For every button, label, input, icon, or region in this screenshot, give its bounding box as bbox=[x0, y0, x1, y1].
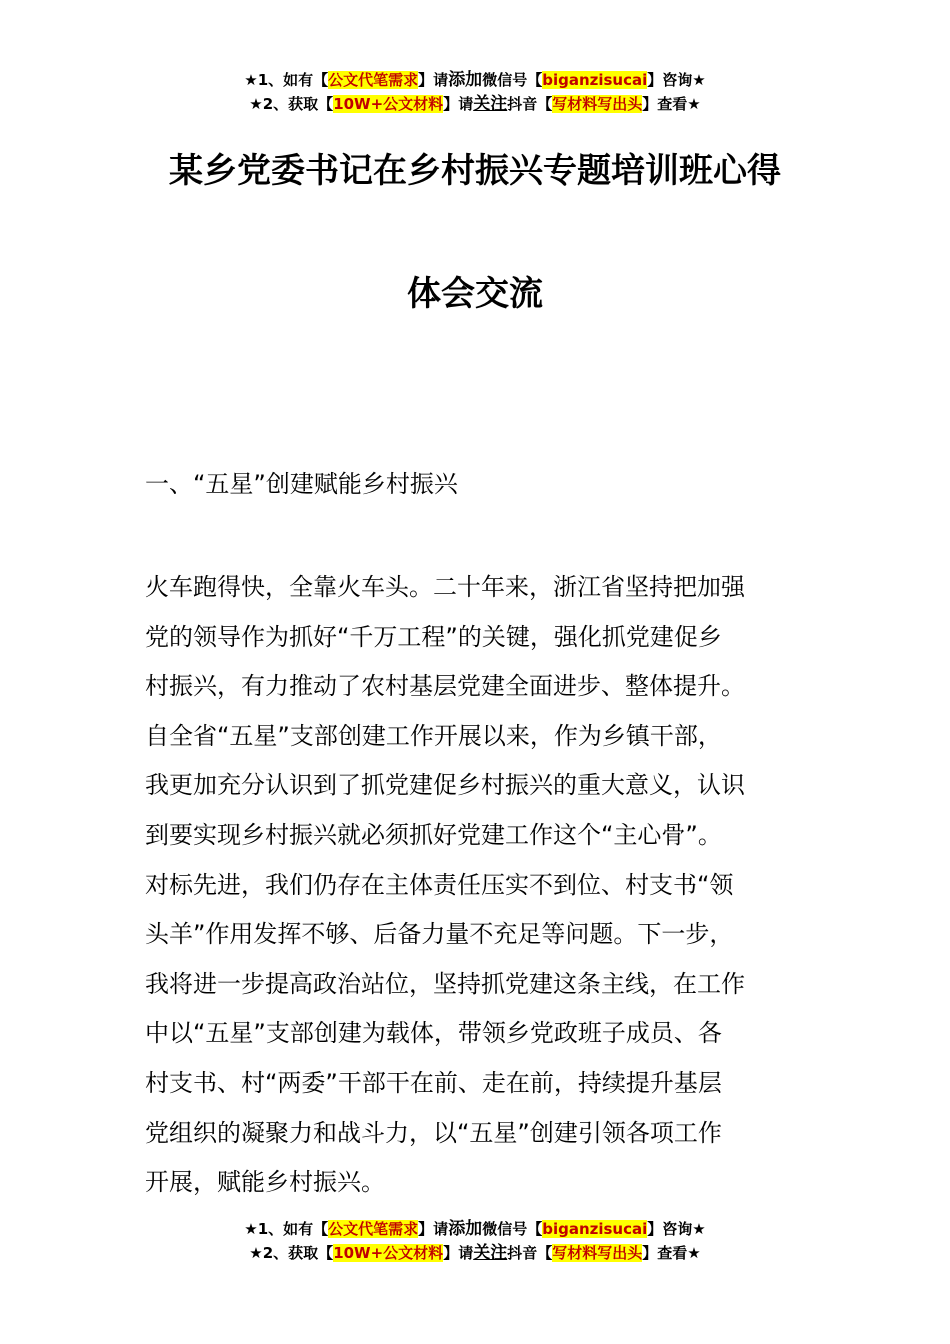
header-banner bbox=[0, 68, 950, 116]
body-paragraph bbox=[145, 563, 810, 1208]
banner-line-2 bbox=[0, 92, 950, 116]
banner-emphasis: 关注 bbox=[473, 94, 508, 114]
banner-text: 抖音【 bbox=[507, 95, 553, 113]
banner-text: ★2、获取【 bbox=[249, 1244, 334, 1262]
paragraph-line: 火车跑得快，全靠火车头。二十年来，浙江省坚持把加强 bbox=[145, 573, 745, 601]
paragraph-line: 头羊”作用发挥不够、后备力量不充足等问题。下一步， bbox=[145, 920, 734, 949]
banner-text: 】咨询★ bbox=[647, 71, 706, 89]
banner-text: 】查看★ bbox=[642, 1244, 701, 1262]
banner-text: ★1、如有【 bbox=[244, 1220, 329, 1238]
banner-text: 】查看★ bbox=[642, 95, 701, 113]
paragraph-line: 村支书、村“两委”干部干在前、走在前，持续提升基层 bbox=[145, 1068, 722, 1097]
paragraph-line: 到要实现乡村振兴就必须抓好党建工作这个“主心骨”。 bbox=[145, 820, 722, 849]
banner-line-2 bbox=[0, 1241, 950, 1265]
paragraph-line: 党组织的凝聚力和战斗力，以“五星”创建引领各项工作 bbox=[145, 1118, 722, 1147]
paragraph-line: 村振兴，有力推动了农村基层党建全面进步、整体提升。 bbox=[145, 672, 745, 701]
footer-banner bbox=[0, 1217, 950, 1265]
banner-text: 】请 bbox=[443, 1244, 474, 1262]
banner-highlight: biganzisucai bbox=[542, 71, 648, 89]
paragraph-line: 自全省“五星”支部创建工作开展以来，作为乡镇干部， bbox=[145, 721, 722, 750]
banner-text: 】请 bbox=[418, 1220, 449, 1238]
section-heading: 一、“五星”创建赋能乡村振兴 bbox=[145, 470, 458, 498]
paragraph-line: 对标先进，我们仍存在主体责任压实不到位、村支书“领 bbox=[145, 870, 734, 899]
banner-text: 抖音【 bbox=[507, 1244, 553, 1262]
banner-text: 微信号【 bbox=[482, 71, 543, 89]
banner-line-1 bbox=[0, 68, 950, 92]
paragraph-line: 我更加充分认识到了抓党建促乡村振兴的重大意义，认识 bbox=[145, 771, 745, 800]
document-title-line-2: 体会交流 bbox=[407, 274, 543, 314]
banner-text: 】请 bbox=[418, 71, 449, 89]
banner-highlight: 写材料写出头 bbox=[552, 95, 643, 113]
paragraph-line: 我将进一步提高政治站位，坚持抓党建这条主线，在工作 bbox=[145, 969, 745, 998]
banner-text: 】请 bbox=[443, 95, 474, 113]
banner-highlight: 公文代笔需求 bbox=[328, 1220, 419, 1238]
banner-emphasis: 关注 bbox=[473, 1243, 508, 1263]
banner-text: 】咨询★ bbox=[647, 1220, 706, 1238]
paragraph-line: 开展，赋能乡村振兴。 bbox=[145, 1168, 385, 1197]
banner-highlight: 公文代笔需求 bbox=[328, 71, 419, 89]
banner-text: 微信号【 bbox=[482, 1220, 543, 1238]
banner-highlight: 写材料写出头 bbox=[552, 1244, 643, 1262]
banner-line-1 bbox=[0, 1217, 950, 1241]
document-title-line-1: 某乡党委书记在乡村振兴专题培训班心得 bbox=[169, 151, 781, 191]
banner-highlight: 10W+公文材料 bbox=[333, 1244, 444, 1262]
banner-highlight: biganzisucai bbox=[542, 1220, 648, 1238]
paragraph-line: 党的领导作为抓好“千万工程”的关键，强化抓党建促乡 bbox=[145, 622, 722, 651]
banner-text: ★2、获取【 bbox=[249, 95, 334, 113]
paragraph-line: 中以“五星”支部创建为载体，带领乡党政班子成员、各 bbox=[145, 1019, 722, 1048]
banner-text: ★1、如有【 bbox=[244, 71, 329, 89]
banner-emphasis: 添加 bbox=[448, 70, 483, 90]
banner-emphasis: 添加 bbox=[448, 1219, 483, 1239]
banner-highlight: 10W+公文材料 bbox=[333, 95, 444, 113]
